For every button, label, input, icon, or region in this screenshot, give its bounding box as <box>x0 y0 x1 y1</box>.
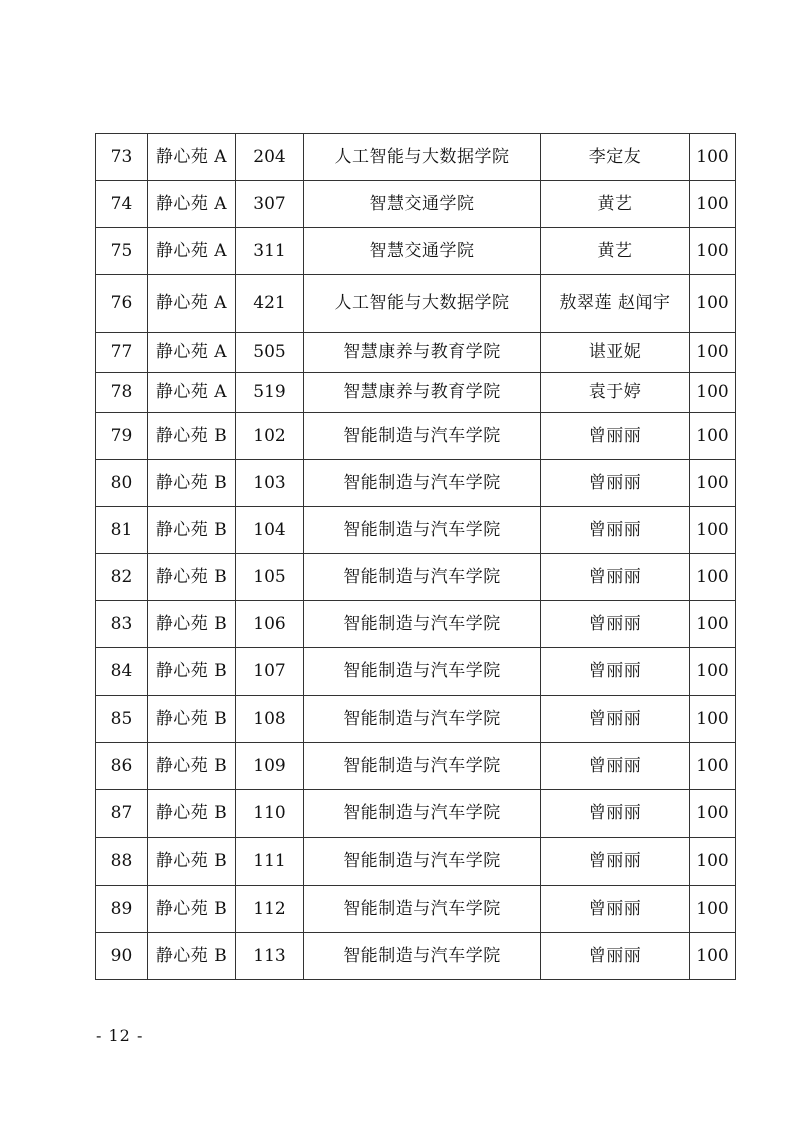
responsible-person-cell: 曾丽丽 <box>541 413 690 460</box>
responsible-person-cell: 黄艺 <box>541 181 690 228</box>
score-cell: 100 <box>690 743 736 790</box>
college-cell: 智慧交通学院 <box>304 228 541 275</box>
score-cell: 100 <box>690 413 736 460</box>
room-number-cell: 102 <box>236 413 304 460</box>
score-cell: 100 <box>690 275 736 333</box>
score-cell: 100 <box>690 507 736 554</box>
table-row <box>96 838 736 886</box>
building-cell: 静心苑 B <box>148 413 236 460</box>
responsible-person-cell: 曾丽丽 <box>541 554 690 601</box>
score-cell: 100 <box>690 228 736 275</box>
room-number-cell: 110 <box>236 790 304 838</box>
dormitory-table-container <box>95 133 735 980</box>
room-number-cell: 108 <box>236 696 304 743</box>
room-number-cell: 112 <box>236 886 304 933</box>
college-cell: 智能制造与汽车学院 <box>304 838 541 886</box>
room-number-cell: 519 <box>236 373 304 413</box>
room-number-cell: 421 <box>236 275 304 333</box>
dormitory-table <box>95 133 736 980</box>
building-cell: 静心苑 B <box>148 601 236 648</box>
building-cell: 静心苑 A <box>148 373 236 413</box>
college-cell: 智能制造与汽车学院 <box>304 696 541 743</box>
table-row <box>96 333 736 373</box>
building-cell: 静心苑 B <box>148 933 236 980</box>
table-row <box>96 181 736 228</box>
college-cell: 智能制造与汽车学院 <box>304 413 541 460</box>
table-row <box>96 696 736 743</box>
responsible-person-cell: 曾丽丽 <box>541 648 690 696</box>
room-number-cell: 311 <box>236 228 304 275</box>
row-number-cell: 87 <box>96 790 148 838</box>
responsible-person-cell: 黄艺 <box>541 228 690 275</box>
responsible-person-cell: 曾丽丽 <box>541 790 690 838</box>
score-cell: 100 <box>690 134 736 181</box>
building-cell: 静心苑 A <box>148 181 236 228</box>
table-row <box>96 601 736 648</box>
row-number-cell: 79 <box>96 413 148 460</box>
table-row <box>96 648 736 696</box>
row-number-cell: 77 <box>96 333 148 373</box>
score-cell: 100 <box>690 933 736 980</box>
building-cell: 静心苑 B <box>148 743 236 790</box>
table-row <box>96 413 736 460</box>
row-number-cell: 88 <box>96 838 148 886</box>
college-cell: 智能制造与汽车学院 <box>304 790 541 838</box>
table-row <box>96 228 736 275</box>
room-number-cell: 505 <box>236 333 304 373</box>
table-row <box>96 373 736 413</box>
score-cell: 100 <box>690 601 736 648</box>
responsible-person-cell: 敖翠莲 赵闻宇 <box>541 275 690 333</box>
table-body <box>96 134 736 980</box>
row-number-cell: 90 <box>96 933 148 980</box>
row-number-cell: 76 <box>96 275 148 333</box>
building-cell: 静心苑 A <box>148 333 236 373</box>
building-cell: 静心苑 B <box>148 507 236 554</box>
row-number-cell: 89 <box>96 886 148 933</box>
room-number-cell: 103 <box>236 460 304 507</box>
building-cell: 静心苑 A <box>148 134 236 181</box>
row-number-cell: 82 <box>96 554 148 601</box>
table-row <box>96 275 736 333</box>
building-cell: 静心苑 A <box>148 275 236 333</box>
room-number-cell: 109 <box>236 743 304 790</box>
college-cell: 智能制造与汽车学院 <box>304 507 541 554</box>
responsible-person-cell: 袁于婷 <box>541 373 690 413</box>
score-cell: 100 <box>690 790 736 838</box>
row-number-cell: 85 <box>96 696 148 743</box>
room-number-cell: 113 <box>236 933 304 980</box>
table-row <box>96 790 736 838</box>
row-number-cell: 86 <box>96 743 148 790</box>
row-number-cell: 80 <box>96 460 148 507</box>
college-cell: 智能制造与汽车学院 <box>304 886 541 933</box>
responsible-person-cell: 曾丽丽 <box>541 743 690 790</box>
room-number-cell: 111 <box>236 838 304 886</box>
room-number-cell: 104 <box>236 507 304 554</box>
table-row <box>96 507 736 554</box>
row-number-cell: 74 <box>96 181 148 228</box>
responsible-person-cell: 曾丽丽 <box>541 460 690 507</box>
table-row <box>96 460 736 507</box>
score-cell: 100 <box>690 333 736 373</box>
table-row <box>96 134 736 181</box>
building-cell: 静心苑 B <box>148 696 236 743</box>
responsible-person-cell: 曾丽丽 <box>541 886 690 933</box>
score-cell: 100 <box>690 554 736 601</box>
row-number-cell: 83 <box>96 601 148 648</box>
page-number: - 12 - <box>96 1026 144 1045</box>
score-cell: 100 <box>690 373 736 413</box>
building-cell: 静心苑 B <box>148 790 236 838</box>
college-cell: 智能制造与汽车学院 <box>304 460 541 507</box>
responsible-person-cell: 曾丽丽 <box>541 507 690 554</box>
responsible-person-cell: 曾丽丽 <box>541 601 690 648</box>
row-number-cell: 81 <box>96 507 148 554</box>
room-number-cell: 107 <box>236 648 304 696</box>
score-cell: 100 <box>690 181 736 228</box>
table-row <box>96 933 736 980</box>
building-cell: 静心苑 B <box>148 554 236 601</box>
table-row <box>96 743 736 790</box>
college-cell: 智能制造与汽车学院 <box>304 554 541 601</box>
building-cell: 静心苑 B <box>148 838 236 886</box>
responsible-person-cell: 曾丽丽 <box>541 838 690 886</box>
building-cell: 静心苑 B <box>148 886 236 933</box>
responsible-person-cell: 曾丽丽 <box>541 933 690 980</box>
college-cell: 智能制造与汽车学院 <box>304 601 541 648</box>
row-number-cell: 84 <box>96 648 148 696</box>
score-cell: 100 <box>690 696 736 743</box>
table-row <box>96 554 736 601</box>
college-cell: 智能制造与汽车学院 <box>304 648 541 696</box>
row-number-cell: 75 <box>96 228 148 275</box>
responsible-person-cell: 曾丽丽 <box>541 696 690 743</box>
score-cell: 100 <box>690 460 736 507</box>
row-number-cell: 73 <box>96 134 148 181</box>
responsible-person-cell: 谌亚妮 <box>541 333 690 373</box>
score-cell: 100 <box>690 648 736 696</box>
college-cell: 智慧交通学院 <box>304 181 541 228</box>
college-cell: 智能制造与汽车学院 <box>304 933 541 980</box>
college-cell: 智慧康养与教育学院 <box>304 373 541 413</box>
building-cell: 静心苑 B <box>148 460 236 507</box>
room-number-cell: 307 <box>236 181 304 228</box>
responsible-person-cell: 李定友 <box>541 134 690 181</box>
table-row <box>96 886 736 933</box>
college-cell: 人工智能与大数据学院 <box>304 134 541 181</box>
score-cell: 100 <box>690 886 736 933</box>
score-cell: 100 <box>690 838 736 886</box>
room-number-cell: 105 <box>236 554 304 601</box>
building-cell: 静心苑 A <box>148 228 236 275</box>
college-cell: 人工智能与大数据学院 <box>304 275 541 333</box>
college-cell: 智能制造与汽车学院 <box>304 743 541 790</box>
college-cell: 智慧康养与教育学院 <box>304 333 541 373</box>
room-number-cell: 204 <box>236 134 304 181</box>
building-cell: 静心苑 B <box>148 648 236 696</box>
row-number-cell: 78 <box>96 373 148 413</box>
room-number-cell: 106 <box>236 601 304 648</box>
